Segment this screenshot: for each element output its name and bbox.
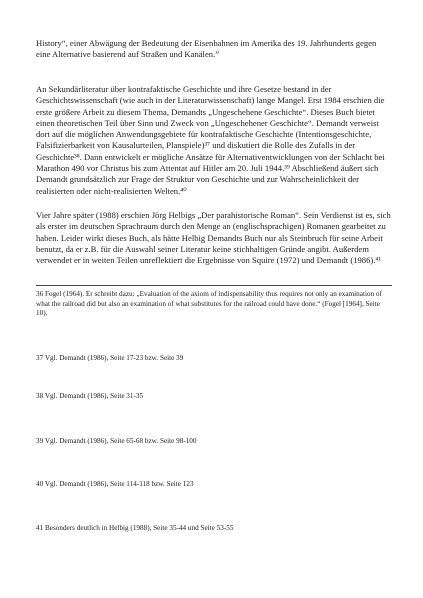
footnote-text: Vgl. Demandt (1986), Seite 17-23 bzw. Seite 39	[44, 354, 184, 362]
footnote-text: Vgl. Demandt (1986), Seite 31-35	[44, 392, 144, 400]
footnote-37	[36, 354, 392, 364]
footnote-41	[36, 524, 392, 534]
body-paragraph-2: An Sekundärliteratur über kontrafaktische Geschichte und ihre Gesetze bestand in der Geschichtswissenschaft (wie auch in der Literaturwissenschaft) lange Mangel. Erst 1984 erschien die erste größere Arbeit zu diesem Thema, Demandts „Ungeschehene Geschichte“. Dieses Buch bietet einen theoretischen Teil über Sinn und Zweck von „Ungeschehener Geschichte“. Demandt verweist dort auf die möglichen Anwendungsgebiete für kontrafaktische Geschichte (Intentionsgeschichte, Falsifizierbarkeit von Kausalurteilen, Planspiele)³⁷ und diskutiert die Rolle des Zufalls in der Geschichte³⁸. Dann entwickelt er mögliche Ansätze für Alternativentwicklungen von der Schlacht bei Marathon 490 vor Christus bis zum Attentat auf Hitler am 20. Juli 1944.³⁹ Abschließend äußert sich Demandt grundsätzlich zur Frage der Struktur von Geschichte und zur Wahrscheinlichkeit der realisierten oder nicht-realisierten Welten.⁴⁰	[36, 84, 385, 196]
body-paragraph-1: History“, einer Abwägung der Bedeutung der Eisenbahnen im Amerika des 19. Jahrhunderts gegen eine Alternative basierend auf Straßen und Kanälen.”	[36, 38, 377, 60]
footnote-number: 38	[36, 392, 44, 400]
footnote-text: Besonders deutlich in Helbig (1988), Seite 35-44 und Seite 53-55	[44, 524, 234, 532]
footnote-text: Fogel (1964). Er schreibt dazu: „Evaluation of the axiom of indispensability thus requires not only an examination of what the railroad did but also an examination of what substitutes for the railroad could have done.“ (Fogel [1964], Seite 10).	[36, 290, 382, 318]
footnote-number: 36	[36, 290, 44, 298]
footnote-number: 41	[36, 524, 44, 532]
footnote-38	[36, 392, 392, 402]
footnote-number: 40	[36, 480, 44, 488]
footnote-36	[36, 290, 392, 319]
footnote-39	[36, 437, 392, 447]
footnote-40	[36, 480, 392, 490]
footnote-number: 37	[36, 354, 44, 362]
footnote-text: Vgl. Demandt (1986), Seite 114-118 bzw. Seite 123	[44, 480, 194, 488]
footnote-number: 39	[36, 437, 44, 445]
footnote-text: Vgl. Demandt (1986), Seite 65-68 bzw. Seite 98-100	[44, 437, 197, 445]
footnote-separator	[36, 285, 392, 286]
body-paragraph-3: Vier Jahre später (1988) erschien Jörg Helbigs „Der parahistorische Roman“. Sein Verdienst ist es, sich als erster im deutschen Sprachraum durch den Menge an (englischsprachigen) Romanen gearbeitet zu haben. Leider wirkt dieses Buch, als hätte Helbig Demandts Buch nur als Steinbruch für seine Arbeit benutzt, da er z.B. für die Auswahl seiner Literatur keine stichhaltigen Gründe angibt. Außerdem verwendet er in weiten Teilen unreflektiert die Ergebnisse von Squire (1972) und Demandt (1986).⁴¹	[36, 210, 391, 266]
